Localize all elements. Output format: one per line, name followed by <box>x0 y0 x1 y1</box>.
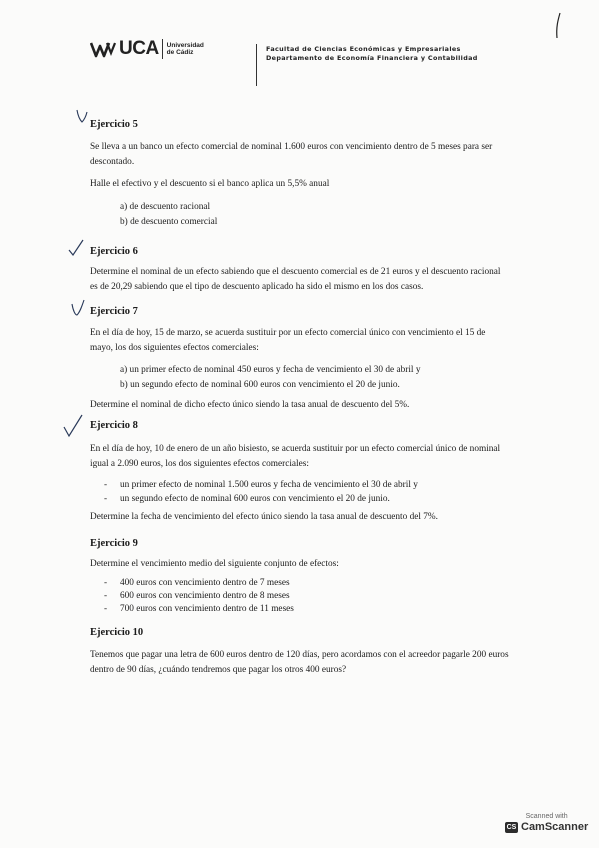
list-item: - 400 euros con vencimiento dentro de 7 meses <box>104 578 290 588</box>
exercise-5-question: Halle el efectivo y el descuento si el banco aplica un 5,5% anual <box>90 179 330 189</box>
list-item: b) de descuento comercial <box>120 217 218 227</box>
list-item: - 600 euros con vencimiento dentro de 8 meses <box>104 591 290 601</box>
checkmark-icon <box>73 108 89 126</box>
list-item: a) de descuento racional <box>120 202 211 212</box>
list-item: - un segundo efecto de nominal 600 euros con vencimiento el 20 de junio. <box>104 494 390 504</box>
exercise-7-statement: En el día de hoy, 15 de marzo, se acuerda sustituir por un efecto comercial único con vencimiento el 15 de mayo, los dos siguientes efectos comerciales: <box>90 328 486 353</box>
exercise-5-statement: Se lleva a un banco un efecto comercial de nominal 1.600 euros con vencimiento dentro de 5 meses para ser descontado. <box>90 142 493 167</box>
list-item: b) un segundo efecto de nominal 600 euros con vencimiento el 20 de junio. <box>120 380 400 390</box>
exercise-7-title: Ejercicio 7 <box>90 306 138 317</box>
checkmark-icon <box>70 298 86 318</box>
list-item: - 700 euros con vencimiento dentro de 11 meses <box>104 604 294 614</box>
header-divider <box>256 44 257 86</box>
exercise-9-statement: Determine el vencimiento medio del siguiente conjunto de efectos: <box>90 559 339 569</box>
exercise-10-title: Ejercicio 10 <box>90 627 144 638</box>
exercise-6-statement: Determine el nominal de un efecto sabiendo que el descuento comercial es de 21 euros y el descuento racional es de 20,29 sabiendo que el tipo de descuento aplicado ha sido el mismo en los dos casos. <box>90 267 501 292</box>
camscanner-watermark: Scanned with CS CamScanner <box>506 813 589 833</box>
logo-divider <box>162 39 163 59</box>
exercise-8-closing: Determine la fecha de vencimiento del efecto único siendo la tasa anual de descuento del 7%. <box>90 512 438 522</box>
university-name: Universidad de Cádiz <box>166 41 204 56</box>
bullet: - <box>104 604 108 614</box>
exercise-8-statement: En el día de hoy, 10 de enero de un año bisiesto, se acuerda sustituir por un efecto comercial único de nominal igual a 2.090 euros, los dos siguientes efectos comerciales: <box>90 444 501 469</box>
university-logo <box>90 37 204 61</box>
logo-text: UCA <box>119 38 159 59</box>
list-item: a) un primer efecto de nominal 450 euros y fecha de vencimiento el 30 de abril y <box>120 365 421 375</box>
exercise-6-title: Ejercicio 6 <box>90 246 138 257</box>
checkmark-icon <box>67 238 85 258</box>
pencil-mark-icon <box>551 12 563 40</box>
uca-emblem-icon <box>90 40 116 58</box>
bullet: - <box>104 480 108 490</box>
exercise-10-statement: Tenemos que pagar una letra de 600 euros dentro de 120 días, pero acordamos con el acreedor pagarle 200 euros dentro de 90 días, ¿cuándo tendremos que pagar los otros 400 euros? <box>90 650 509 675</box>
list-item: - un primer efecto de nominal 1.500 euros y fecha de vencimiento el 30 de abril y <box>104 480 418 490</box>
checkmark-icon <box>62 413 84 439</box>
exercise-9-title: Ejercicio 9 <box>90 538 138 549</box>
exercise-7-closing: Determine el nominal de dicho efecto único siendo la tasa anual de descuento del 5%. <box>90 400 410 410</box>
camscanner-logo-icon: CS <box>506 823 517 831</box>
bullet: - <box>104 494 108 504</box>
faculty-name: Facultad de Ciencias Económicas y Empresariales <box>266 45 461 53</box>
exercise-5-title: Ejercicio 5 <box>90 119 138 130</box>
faculty-heading <box>266 45 478 63</box>
bullet: - <box>104 578 108 588</box>
department-name: Departamento de Economía Financiera y Contabilidad <box>266 54 478 62</box>
bullet: - <box>104 591 108 601</box>
exercise-8-title: Ejercicio 8 <box>90 420 138 431</box>
camscanner-brand: CamScanner <box>521 821 589 833</box>
